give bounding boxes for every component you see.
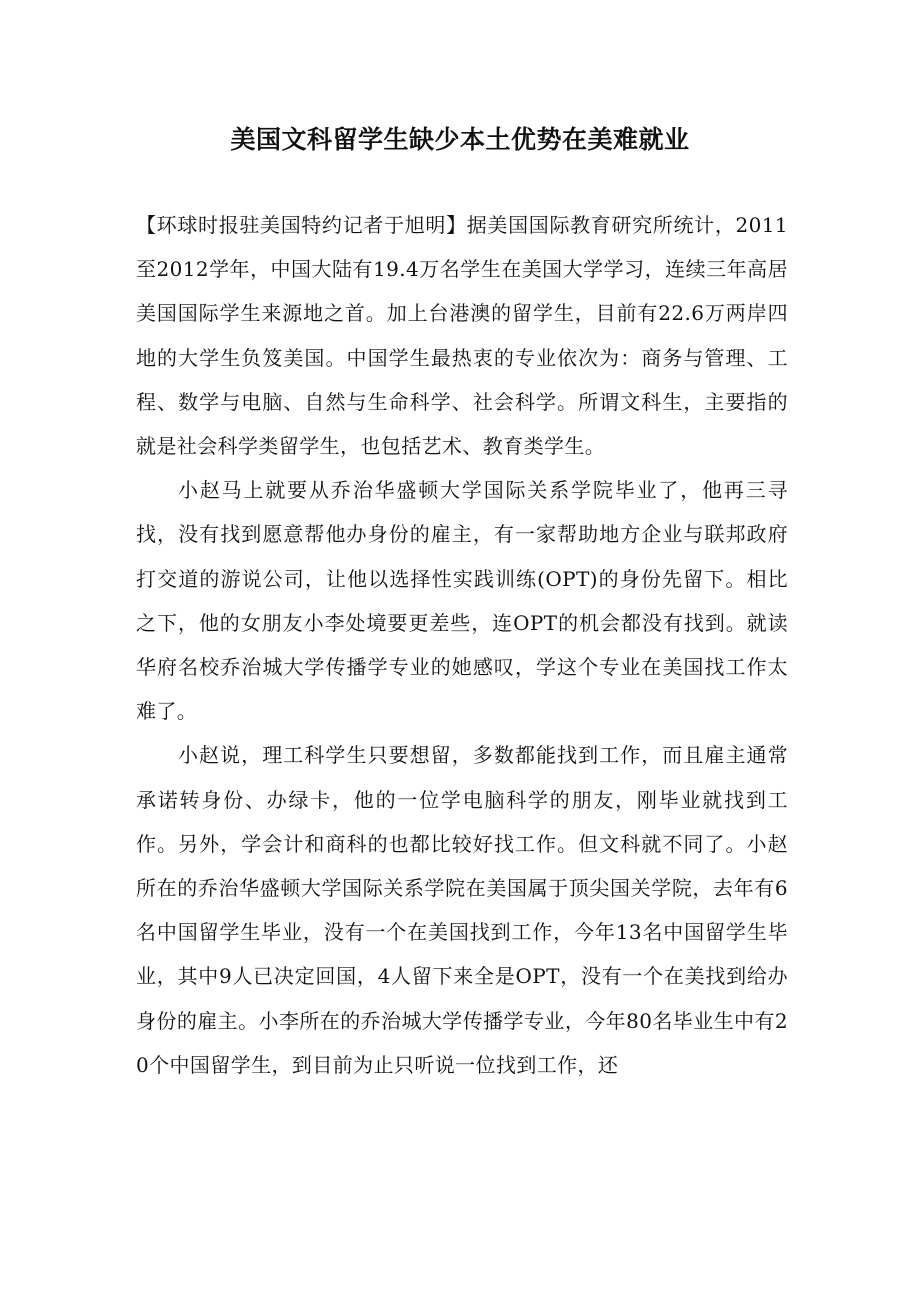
paragraph-xiaozhao-story: 小赵马上就要从乔治华盛顿大学国际关系学院毕业了，他再三寻找，没有找到愿意帮他办身份的雇主，有一家帮助地方企业与联邦政府打交道的游说公司，让他以选择性实践训练(OPT)的身份先留下。相比之下，他的女朋友小李处境要更差些，连OPT的机会都没有找到。就读华府名校乔治城大学传播学专业的她感叹，学这个专业在美国找工作太难了。 — [136, 478, 788, 724]
paragraph-job-comparison: 小赵说，理工科学生只要想留，多数都能找到工作，而且雇主通常承诺转身份、办绿卡，他的一位学电脑科学的朋友，刚毕业就找到工作。另外，学会计和商科的也都比较好找工作。但文科就不同了。小赵所在的乔治华盛顿大学国际关系学院在美国属于顶尖国关学院，去年有6名中国留学生毕业，没有一个在美国找到工作，今年13名中国留学生毕业，其中9人已决定回国，4人留下来全是OPT，没有一个在美找到给办身份的雇主。小李所在的乔治城大学传播学专业，今年80名毕业生中有20个中国留学生，到目前为止只听说一位找到工作，还 — [136, 743, 788, 1077]
paragraph-intro: 【环球时报驻美国特约记者于旭明】据美国国际教育研究所统计，2011至2012学年，中国大陆有19.4万名学生在美国大学学习，连续三年高居美国国际学生来源地之首。加上台港澳的留学生，目前有22.6万两岸四地的大学生负笈美国。中国学生最热衷的专业依次为：商务与管理、工程、数学与电脑、自然与生命科学、社会科学。所谓文科生，主要指的就是社会科学类留学生，也包括艺术、教育类学生。 — [136, 213, 788, 459]
article-body — [136, 203, 788, 1087]
article-title: 美国文科留学生缺少本土优势在美难就业 — [230, 125, 690, 154]
